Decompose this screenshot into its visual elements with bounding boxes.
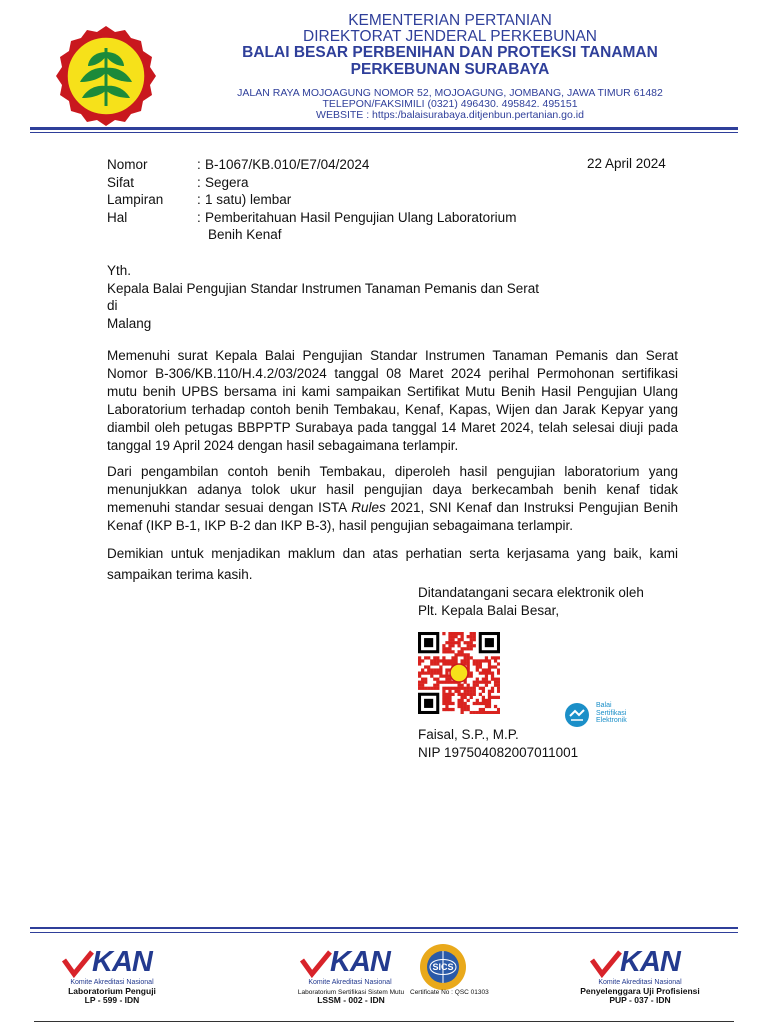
addressee-di: di [107,298,118,313]
sics-text: SICS [432,962,454,972]
sics-logo-icon [418,942,468,992]
bsre-label-2: Sertifikasi [596,709,627,717]
meta-colon: : [197,174,201,190]
addressee-city: Malang [107,315,152,331]
meta-sifat [107,174,545,192]
meta-nomor [107,156,545,174]
letterhead-divider [30,127,738,130]
body-paragraph-2-text-end: 2021, SNI Kenaf dan Instruksi Pengujian Benih Kenaf (IKP B-1, IKP B-2 dan IKP B-3), hasil pengujian sebagaimana terlampir. [107,500,678,533]
meta-hal-value: Pemberitahuan Hasil Pengujian Ulang Laboratorium [205,209,517,225]
footer-divider-thin [30,932,738,933]
meta-hal-value-2: Benih Kenaf [208,227,282,242]
addressee-name: Kepala Balai Pengujian Standar Instrumen Tanaman Pemanis dan Serat [107,280,540,296]
meta-lampiran [107,191,545,209]
kan-sub-left: Komite Akreditasi Nasional [70,979,154,986]
addressee [107,262,539,332]
footer-middle-label-1: Laboratorium Sertifikasi Sistem Mutu [297,989,405,996]
signer-name: Faisal, S.P., M.P. [418,727,519,742]
kan-check-icon [590,950,622,978]
letterhead-phone: TELEPON/FAKSIMILI (0321) 496430. 495842. 495151 [322,98,578,110]
meta-nomor-label: Nomor [107,157,148,172]
meta-lampiran-label: Lampiran [107,192,164,207]
footer-left-label-2: LP - 599 - IDN [84,995,140,1005]
signature-line-1: Ditandatangani secara elektronik oleh [418,585,644,600]
kan-check-icon [300,950,332,978]
footer-right-label-2: PUP - 037 - IDN [609,995,671,1005]
kan-logo-left: KAN [92,946,152,978]
letterhead-directorate: DIREKTORAT JENDERAL PERKEBUNAN [303,28,597,45]
meta-colon: : [197,157,201,172]
meta-hal-cont [107,226,545,244]
letterhead-divider-thin [30,132,738,133]
meta-hal [107,209,545,227]
kementan-logo-icon [54,24,158,128]
letterhead-address: JALAN RAYA MOJOAGUNG NOMOR 52, MOJOAGUNG, JOMBANG, JAWA TIMUR 61482 [237,87,663,99]
letterhead-institution: BALAI BESAR PERBENIHAN DAN PROTEKSI TANAMAN [242,44,658,61]
meta-lampiran-value: 1 satu) lembar [205,192,292,207]
meta-sifat-value: Segera [205,174,249,190]
letter-date: 22 April 2024 [587,156,666,171]
signature-heading [418,584,644,620]
qr-code-icon [418,632,500,714]
signature-line-2: Plt. Kepala Balai Besar, [418,603,560,618]
kan-check-icon [62,950,94,978]
meta-colon: : [197,209,201,225]
body-paragraph-1: Memenuhi surat Kepala Balai Pengujian Standar Instrumen Tanaman Pemanis dan Serat Nomor B-306/KB.110/H.4.2/03/2024 tanggal 08 Maret 2024 perihal Permohonan sertifikasi mutu benih UPBS bersama ini kami sampaikan Sertifikat Mutu Benih Hasil Pengujian Ulang Laboratorium terhadap contoh benih Tembakau, Kenaf, Kapas, Wijen dan Jarak Kepyar yang diambil oleh petugas BBPPTP Surabaya pada tanggal 14 Maret 2024, telah selesai diuji pada tanggal 19 April 2024 dengan hasil sebagaimana terlampir. [107,348,678,453]
footer-divider [30,927,738,929]
footer-middle-label-2: LSSM - 002 - IDN [317,995,385,1005]
bsre-label [596,702,627,725]
letter-meta [107,156,545,244]
kan-sub-right: Komite Akreditasi Nasional [598,979,682,986]
kan-logo-middle: KAN [330,946,390,978]
body-paragraph-2-italic: Rules [351,500,386,515]
page-bottom-line [34,1021,734,1022]
meta-hal-label: Hal [107,209,128,225]
kan-sub-middle: Komite Akreditasi Nasional [308,979,392,986]
meta-nomor-value: B-1067/KB.010/E7/04/2024 [205,157,370,172]
body-paragraph-2-text: Dari pengambilan contoh benih Tembakau, diperoleh hasil pengujian laboratorium yang menunjukkan adanya tolok ukur hasil pengujian daya berkecambah benih kenaf tidak memenuhi standar sesuai dengan ISTA [107,464,678,515]
meta-sifat-label: Sifat [107,174,135,190]
addressee-salutation: Yth. [107,263,132,278]
meta-colon: : [197,192,201,207]
footer-left-label-1: Laboratorium Penguji [68,986,156,996]
body-paragraph-2 [107,463,678,535]
bsre-label-1: Balai [596,702,612,709]
footer-certificate: Certificate No : QSC 01303 [410,989,489,996]
body-paragraph-3: Demikian untuk menjadikan maklum dan atas perhatian serta kerjasama yang baik, kami sampaikan terima kasih. [107,546,678,582]
kan-logo-right: KAN [620,946,680,978]
signer [418,726,578,762]
bsre-label-3: Elektronik [596,717,627,725]
signer-nip: NIP 197504082007011001 [418,745,579,760]
letterhead-institution-city: PERKEBUNAN SURABAYA [350,61,550,78]
footer-right-label-1: Penyelenggara Uji Profisiensi [580,986,700,996]
letterhead-ministry: KEMENTERIAN PERTANIAN [348,12,552,29]
letterhead-website: WEBSITE : https:/balaisurabaya.ditjenbun.pertanian.go.id [316,109,584,121]
